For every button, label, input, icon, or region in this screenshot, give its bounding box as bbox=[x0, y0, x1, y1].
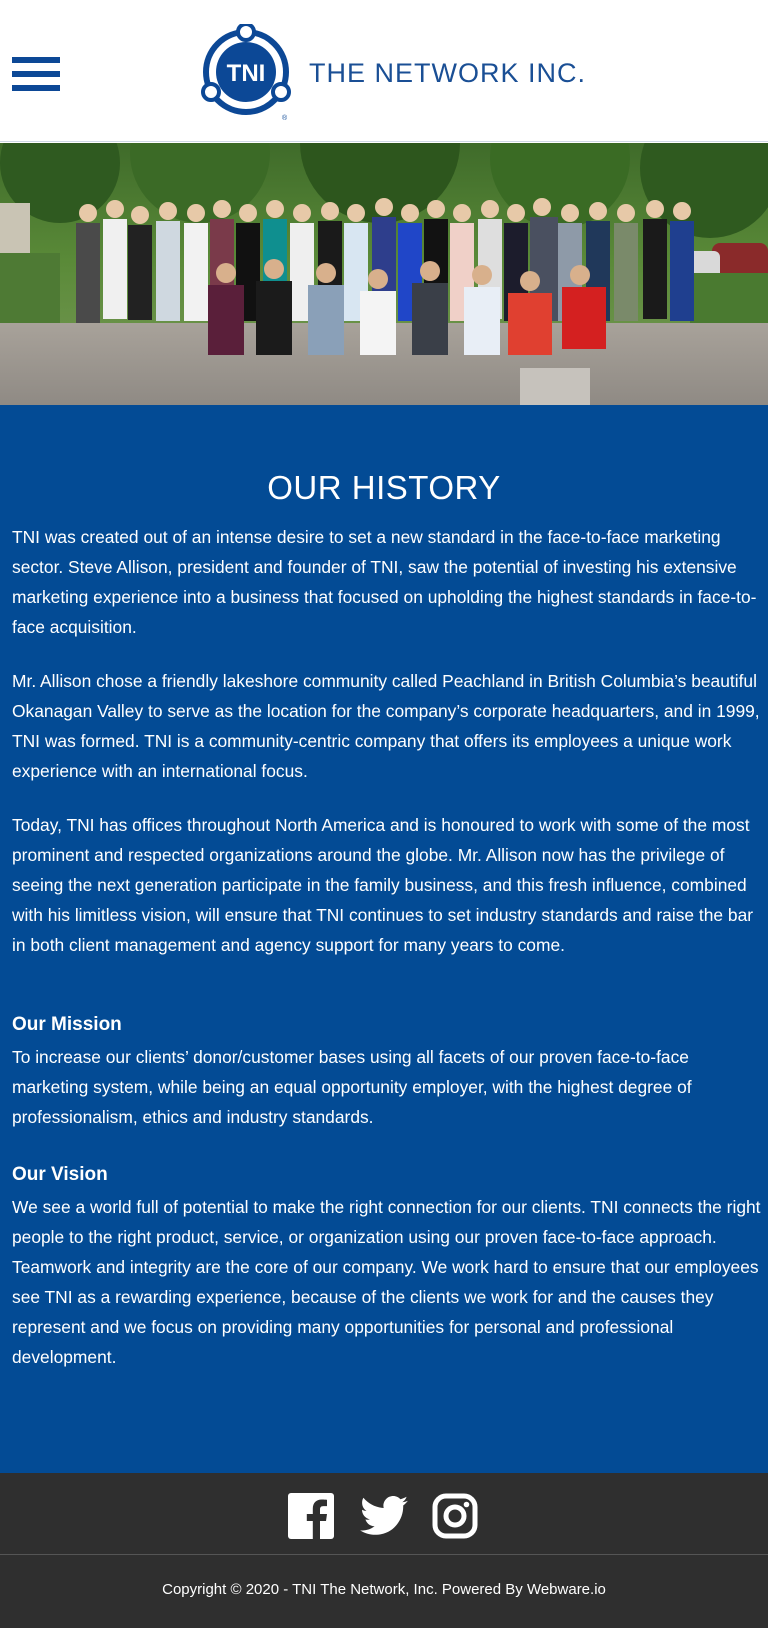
history-paragraph-2: Mr. Allison chose a friendly lakeshore community called Peachland in British Columbia’s beautiful Okanagan Valley to serve as the location for the company’s corporate headquarters, and in 1999, TNI was formed. TNI is a community-centric company that offers its employees a unique work experience with an international focus. bbox=[12, 671, 760, 781]
vision-text: We see a world full of potential to make the right connection for our clients. TNI connects the right people to the right product, service, or organization using our proven face-to-face approach. Teamwork and integrity are the core of our company. We work hard to ensure that our employees see TNI as a rewarding experience, because of the clients we work for and the causes they represent and we focus on providing many opportunities for personal and professional development. bbox=[12, 1197, 761, 1367]
copyright-text: Copyright © 2020 - TNI The Network, Inc. Powered By Webware.io bbox=[162, 1581, 606, 1598]
facebook-icon[interactable] bbox=[288, 1493, 334, 1539]
history-paragraph-1: TNI was created out of an intense desire to set a new standard in the face-to-face marketing sector. Steve Allison, president and founder of TNI, saw the potential of investing his extensive marketing experience into a business that focused on upholding the highest standards in face-to-face acquisition. bbox=[12, 527, 757, 637]
logo-mark-text: TNI bbox=[226, 60, 266, 87]
team-group-photo bbox=[0, 143, 768, 405]
site-footer bbox=[0, 1473, 768, 1628]
history-section bbox=[0, 405, 768, 1473]
footer-divider bbox=[0, 1554, 768, 1555]
site-header bbox=[0, 0, 768, 142]
mission-text: To increase our clients’ donor/customer bases using all facets of our proven face-to-face marketing system, while being an equal opportunity employer, with the highest degree of professionalism, ethics and industry standards. bbox=[12, 1047, 692, 1127]
logo-link[interactable] bbox=[198, 24, 586, 124]
history-paragraph-3: Today, TNI has offices throughout North America and is honoured to work with some of the most prominent and respected organizations around the globe. Mr. Allison now has the privilege of seeing the next generation participate in the family business, and this fresh influence, combined with his limitless vision, will ensure that TNI continues to set industry standards and raise the bar in both client management and agency support for many years to come. bbox=[12, 815, 754, 955]
instagram-icon[interactable] bbox=[432, 1493, 478, 1539]
page-title: OUR HISTORY bbox=[267, 469, 501, 506]
vision-heading: Our Vision bbox=[12, 1164, 108, 1185]
mission-heading: Our Mission bbox=[12, 1014, 122, 1035]
twitter-icon[interactable] bbox=[360, 1493, 408, 1539]
hamburger-menu-icon[interactable] bbox=[12, 57, 60, 91]
tni-logo-icon bbox=[198, 24, 294, 124]
logo-name: THE NETWORK INC. bbox=[309, 58, 586, 88]
svg-text:®: ® bbox=[282, 115, 288, 122]
